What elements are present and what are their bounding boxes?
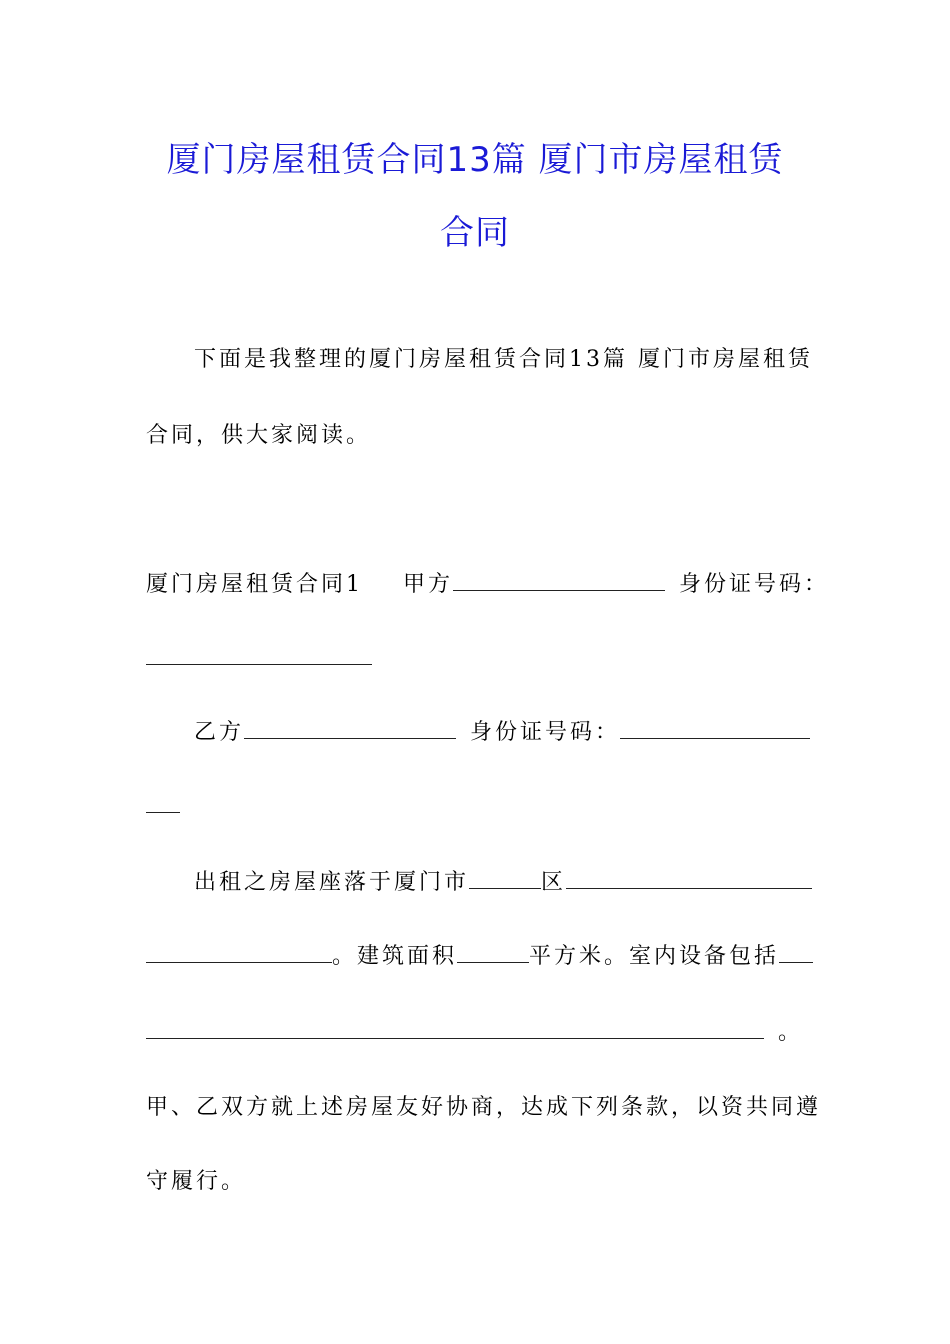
area-unit: 平方米。室内设备包括 xyxy=(529,944,780,969)
id-label-a: 身份证号码： xyxy=(679,572,830,597)
district-label: 区 xyxy=(541,870,567,895)
equipment-blank xyxy=(779,942,813,963)
party-b-line xyxy=(194,718,810,747)
address-blank xyxy=(566,868,812,889)
equipment-blank-continued xyxy=(146,1018,764,1039)
location-prefix: 出租之房屋座落于厦门市 xyxy=(194,870,470,895)
party-b-id-blank xyxy=(620,718,810,739)
party-a-line xyxy=(146,570,829,599)
party-a-blank xyxy=(453,570,665,591)
party-b-id-continuation xyxy=(146,792,180,821)
intro-line-1: 下面是我整理的厦门房屋租赁合同13篇 厦门市房屋租赁 xyxy=(194,347,813,372)
address-blank-continued xyxy=(146,942,332,963)
party-b-label: 乙方 xyxy=(194,720,245,745)
area-prefix: 。建筑面积 xyxy=(332,944,458,969)
party-b-id-blank-continued xyxy=(146,792,180,813)
contract-heading: 厦门房屋租赁合同1 xyxy=(146,572,363,597)
location-line xyxy=(194,868,812,897)
terms-line-2: 守履行。 xyxy=(146,1169,247,1194)
area-blank xyxy=(457,942,529,963)
party-a-id-blank xyxy=(146,644,372,665)
party-b-blank xyxy=(244,718,456,739)
terms-line-1: 甲、乙双方就上述房屋友好协商，达成下列条款，以资共同遵 xyxy=(146,1095,822,1120)
area-line xyxy=(146,942,813,971)
intro-line-2: 合同，供大家阅读。 xyxy=(146,423,372,448)
city-district-blank xyxy=(469,868,541,889)
equipment-line xyxy=(146,1018,803,1047)
document-title-line-1: 厦门房屋租赁合同13篇 厦门市房屋租赁 xyxy=(166,140,784,180)
document-title-line-2: 合同 xyxy=(440,213,510,253)
equipment-end-period: 。 xyxy=(778,1020,804,1045)
id-label-b: 身份证号码： xyxy=(470,720,621,745)
party-a-label: 甲方 xyxy=(403,572,454,597)
party-a-id-line xyxy=(146,644,372,673)
